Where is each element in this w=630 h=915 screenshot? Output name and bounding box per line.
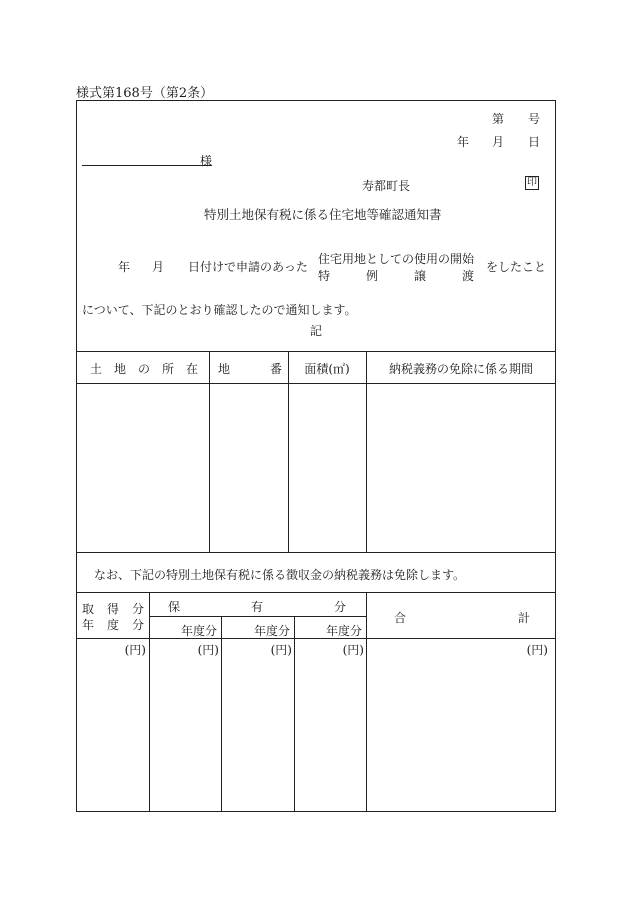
header-char: 計 xyxy=(517,611,530,625)
header-char: 合 xyxy=(394,611,407,625)
header-total xyxy=(394,609,530,626)
header-char: 所 xyxy=(161,362,174,376)
table2-subheader-border xyxy=(149,616,366,617)
table1-top-border xyxy=(76,351,556,352)
recipient-name-line xyxy=(82,165,212,166)
option-special-transfer xyxy=(318,267,474,284)
header-char: 分 xyxy=(131,602,144,616)
header-exemption-period: 納税義務の免除に係る期間 xyxy=(388,362,533,376)
body-date-year: 年 xyxy=(118,260,131,274)
header-char: 取 xyxy=(82,602,95,616)
issuer-title: 寿都町長 xyxy=(362,179,411,193)
header-char: の xyxy=(137,362,150,376)
number-go: 号 xyxy=(528,112,541,126)
exemption-notice: なお、下記の特別土地保有税に係る徴収金の納税義務は免除します。 xyxy=(94,568,466,582)
header-char: 度 xyxy=(106,618,119,632)
header-year-portion: 年度分 xyxy=(325,624,362,638)
body-date-day-text: 日付けで申請のあった xyxy=(188,260,308,274)
header-char: 在 xyxy=(185,362,198,376)
table1-header-border xyxy=(76,383,556,384)
date-month: 月 xyxy=(492,135,505,149)
body-second-line: について、下記のとおり確認したので通知します。 xyxy=(82,303,357,317)
header-char: 有 xyxy=(250,600,263,614)
table1-divider xyxy=(288,351,289,552)
ki-label: 記 xyxy=(310,324,323,338)
header-year-portion: 年度分 xyxy=(180,624,217,638)
yen-unit: (円) xyxy=(197,643,219,657)
option-char: 譲 xyxy=(413,269,426,283)
header-acquisition-year-line1 xyxy=(82,600,144,617)
seal-icon: 印 xyxy=(527,177,537,188)
yen-unit: (円) xyxy=(270,643,292,657)
header-lot-number xyxy=(218,360,282,377)
date-year: 年 xyxy=(457,135,470,149)
header-year-portion: 年度分 xyxy=(253,624,290,638)
table1-divider xyxy=(209,351,210,552)
header-acquisition-year-line2 xyxy=(82,616,144,633)
header-char: 年 xyxy=(82,618,95,632)
header-char: 番 xyxy=(269,362,282,376)
header-char: 分 xyxy=(333,600,346,614)
header-char: 地 xyxy=(113,362,126,376)
header-char: 地 xyxy=(218,362,231,376)
recipient-suffix: 様 xyxy=(200,154,213,168)
table1-divider xyxy=(366,351,367,552)
yen-unit: (円) xyxy=(124,643,146,657)
form-number: 様式第168号（第2条） xyxy=(76,86,214,101)
date-day: 日 xyxy=(528,135,541,149)
yen-unit: (円) xyxy=(526,643,548,657)
header-char: 分 xyxy=(131,618,144,632)
option-char: 特 xyxy=(318,269,331,283)
header-land-location xyxy=(90,360,198,377)
yen-unit: (円) xyxy=(342,643,364,657)
table2-top-border xyxy=(76,592,556,593)
header-char: 保 xyxy=(168,600,181,614)
number-dai: 第 xyxy=(492,112,505,126)
table1-bottom-border xyxy=(76,552,556,553)
body-ending: をしたこと xyxy=(486,260,547,274)
header-char: 得 xyxy=(106,602,119,616)
body-date-month: 月 xyxy=(152,260,165,274)
option-char: 例 xyxy=(365,269,378,283)
option-use-start: 住宅用地としての使用の開始 xyxy=(318,252,475,266)
document-title: 特別土地保有税に係る住宅地等確認通知書 xyxy=(204,207,442,222)
header-holding-portion xyxy=(168,598,346,615)
header-char: 土 xyxy=(90,362,103,376)
table2-divider xyxy=(366,592,367,812)
header-area: 面積(㎡) xyxy=(304,362,350,376)
option-char: 渡 xyxy=(461,269,474,283)
